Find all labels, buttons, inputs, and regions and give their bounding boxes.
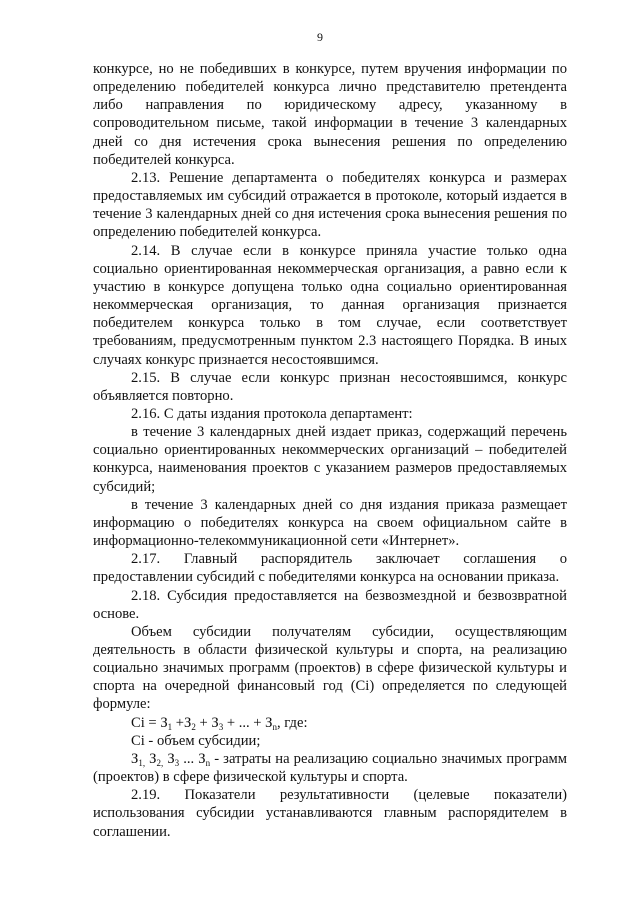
page-number: 9 bbox=[317, 30, 323, 44]
cost-dots: ... З bbox=[179, 750, 206, 767]
formula-part-2: +З bbox=[172, 714, 192, 731]
formula-sub-n: n bbox=[272, 721, 277, 732]
cost-sub-2: 2, bbox=[156, 757, 164, 768]
cost-z1: З bbox=[131, 750, 139, 767]
ci-definition: Ci - объем субсидии; bbox=[131, 732, 261, 749]
formula-part-3: + З bbox=[195, 714, 219, 731]
paragraph-continuation: конкурсе, но не победивших в конкурсе, путем вручения информации по определению победителей конкурса лично представителю претендента либо направления по юридическому адресу, указанному в сопроводительном письме, такой информации в течение 3 календарных дней со дня истечения срока вынесения решения по определению победителей конкурса. bbox=[93, 61, 567, 168]
cost-text: - затраты на реализацию социально значимых программ (проектов) в сфере физической культуры и спорта. bbox=[93, 750, 568, 786]
paragraph-2-17: 2.17. Главный распорядитель заключает соглашения о предоставлении субсидий с победителями конкурса на основании приказа. bbox=[93, 551, 567, 586]
paragraph-2-13: 2.13. Решение департамента о победителях конкурса и размерах предоставляемых им субсидий отражается в протоколе, который издается в течение 3 календарных дней со дня истечения срока вынесения решения по определению победителей конкурса. bbox=[93, 169, 567, 241]
formula-lhs: Ci = З bbox=[131, 714, 168, 731]
cost-sub-1: 1, bbox=[138, 757, 146, 768]
formula-sub-2: 2 bbox=[191, 721, 196, 732]
paragraph-2-14: 2.14. В случае если в конкурсе приняла участие только одна социально ориентированная некоммерческая организация, а равно если к участию в конкурсе допущена только одна социально ориентированная некоммерческая организация, то данная организация признается победителем конкурса только в том случае, если соответствует требованиям, предусмотренным пунктом 2.3 настоящего Порядка. В иных случаях конкурс признается несостоявшимся. bbox=[93, 242, 567, 368]
paragraph-2-15: 2.15. В случае если конкурс признан несостоявшимся, конкурс объявляется повторно. bbox=[93, 369, 567, 404]
paragraph-2-16-item-1: в течение 3 календарных дней издает приказ, содержащий перечень социально ориентированных некоммерческих организаций – победителей конкурса, наименования проектов с указанием размеров предоставляемых субсидий; bbox=[93, 424, 567, 495]
formula-sub-1: 1 bbox=[167, 721, 173, 732]
formula-tail: , где: bbox=[277, 714, 308, 731]
cost-sub-n: n bbox=[205, 757, 211, 768]
paragraph-2-19: 2.19. Показатели результативности (целевые показатели) использования субсидии устанавливаются главным распорядителем в соглашении. bbox=[93, 787, 567, 840]
cost-z2: З bbox=[145, 750, 157, 767]
paragraph-2-18: 2.18. Субсидия предоставляется на безвозмездной и безвозвратной основе. bbox=[93, 587, 567, 622]
paragraph-2-16-item-2: в течение 3 календарных дней со дня издания приказа размещает информацию о победителях конкурса на своем официальном сайте в информационно-телекоммуникационной сети «Интернет». bbox=[93, 496, 567, 550]
document-body bbox=[93, 60, 567, 841]
formula-sub-3: 3 bbox=[218, 721, 224, 732]
cost-z3: З bbox=[163, 750, 175, 767]
paragraph-subsidy-volume: Объем субсидии получателям субсидии, осуществляющим деятельность в области физической культуры и спорта, на реализацию социально значимых программ (проектов) в сфере физической культуры и спорта на очередной финансовый год (Ci) определяется по следующей формуле: bbox=[93, 623, 567, 713]
costs-definition bbox=[93, 750, 567, 786]
subsidy-formula bbox=[93, 714, 567, 732]
cost-sub-3: 3 bbox=[174, 757, 180, 768]
paragraph-2-16: 2.16. С даты издания протокола департамент: bbox=[131, 405, 413, 422]
formula-part-4: + ... + З bbox=[223, 714, 273, 731]
